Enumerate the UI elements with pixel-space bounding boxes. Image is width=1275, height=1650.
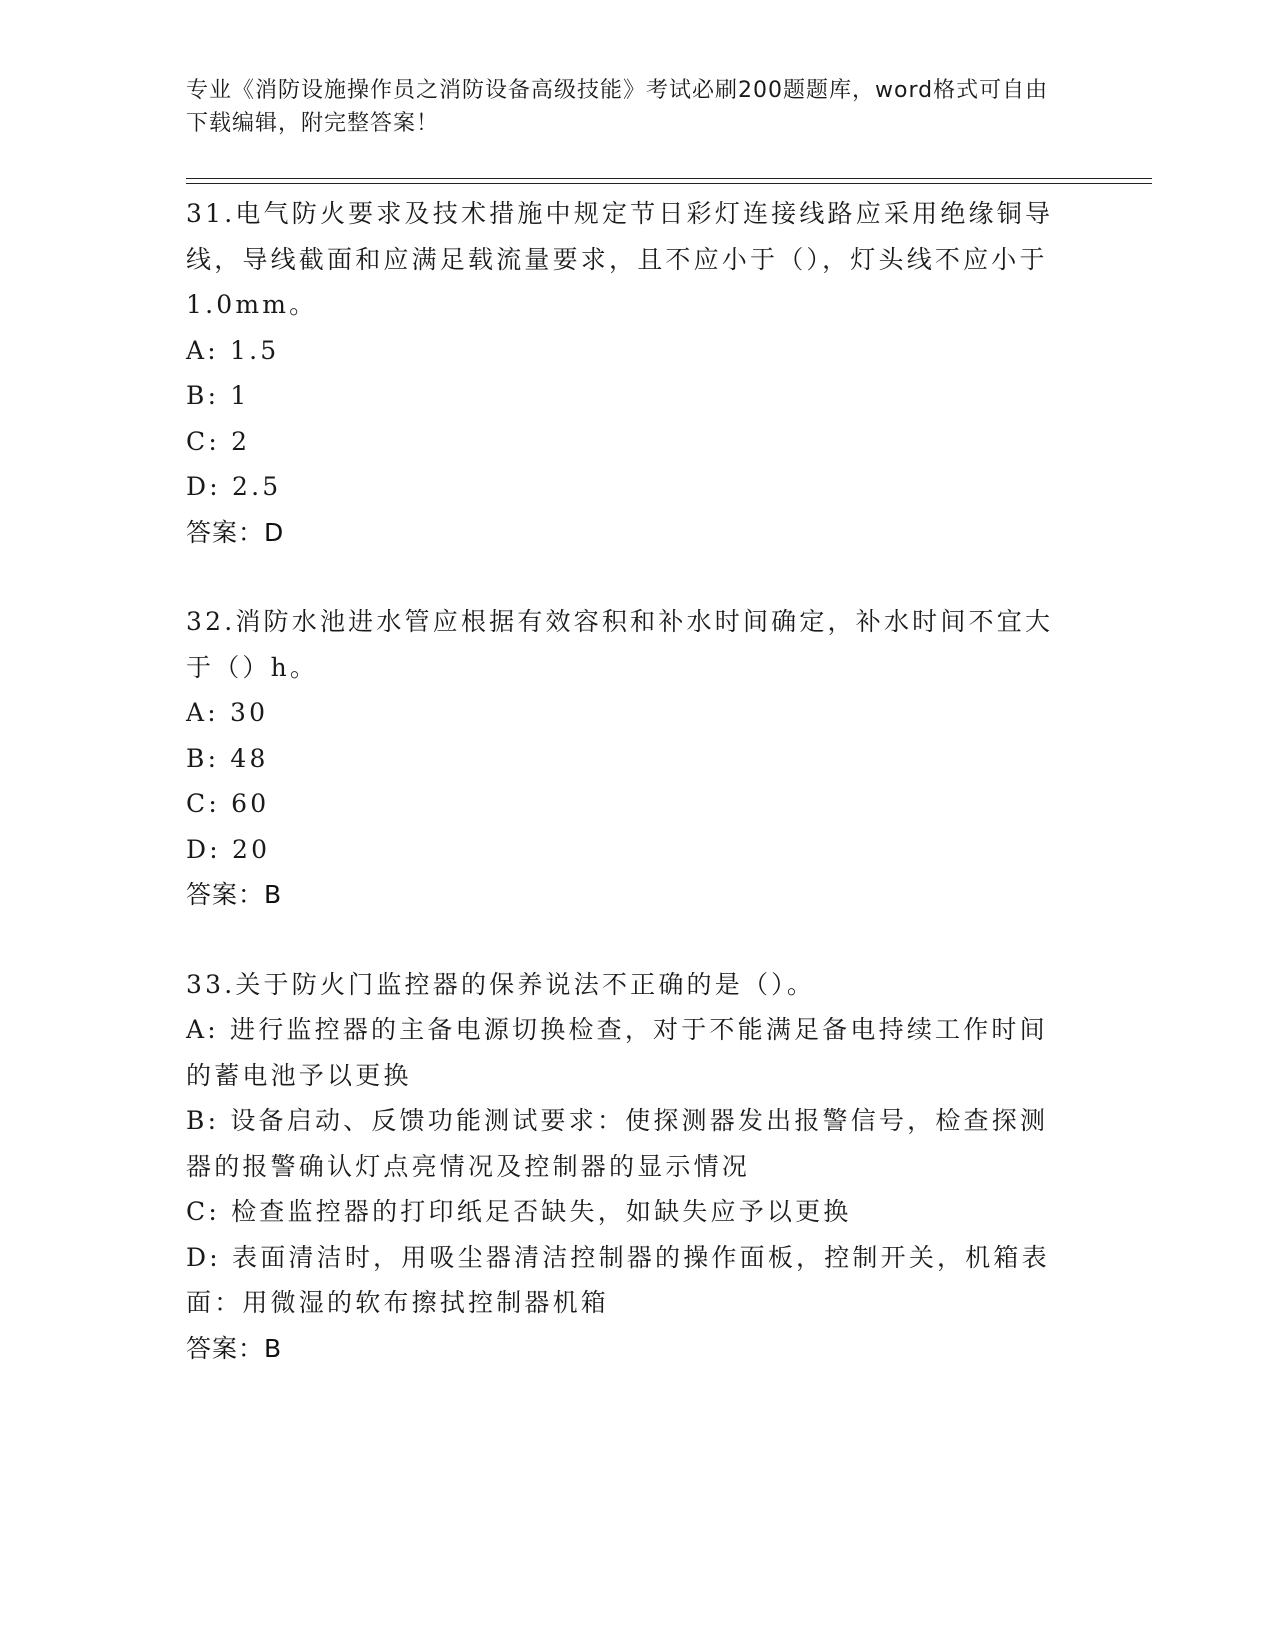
option-a: A: 进行监控器的主备电源切换检查，对于不能满足备电持续工作时间的蓄电池予以更换 [186,1015,1048,1090]
option-d: D: 2.5 [186,472,282,501]
option-b: B: 1 [186,381,250,410]
option-a: A: 30 [186,698,269,727]
question-stem: 31.电气防火要求及技术措施中规定节日彩灯连接线路应采用绝缘铜导线，导线截面和应满足载流量要求，且不应小于（），灯头线不应小于1.0mm。 [186,199,1054,319]
option-d: D: 20 [186,834,271,864]
header-divider-bottom [186,183,1152,184]
question-33 [186,962,1076,1372]
question-list [186,191,1076,1371]
option-a: A: 1.5 [186,335,280,365]
question-31 [186,191,1076,555]
option-b: B: 设备启动、反馈功能测试要求：使探测器发出报警信号，检查探测器的报警确认灯点亮情况及控制器的显示情况 [186,1106,1049,1181]
answer-label: 答案：B [186,880,283,909]
answer-label: 答案：D [186,517,285,547]
question-stem: 33.关于防火门监控器的保养说法不正确的是（）。 [186,969,816,999]
option-c: C: 检查监控器的打印纸足否缺失，如缺失应予以更换 [186,1197,852,1226]
document-header: 专业《消防设施操作员之消防设备高级技能》考试必刷200题题库，word格式可自由下载编辑，附完整答案！ [186,78,1049,136]
option-b: B: 48 [186,743,269,773]
option-c: C: 2 [186,426,251,456]
option-c: C: 60 [186,789,270,818]
question-stem: 32.消防水池进水管应根据有效容积和补水时间确定，补水时间不宜大于（）h。 [186,607,1054,682]
answer-label: 答案：B [186,1333,283,1363]
question-32 [186,599,1076,918]
option-d: D: 表面清洁时，用吸尘器清洁控制器的操作面板，控制开关，机箱表面：用微湿的软布擦拭控制器机箱 [186,1242,1050,1317]
header-divider-top [186,178,1152,179]
